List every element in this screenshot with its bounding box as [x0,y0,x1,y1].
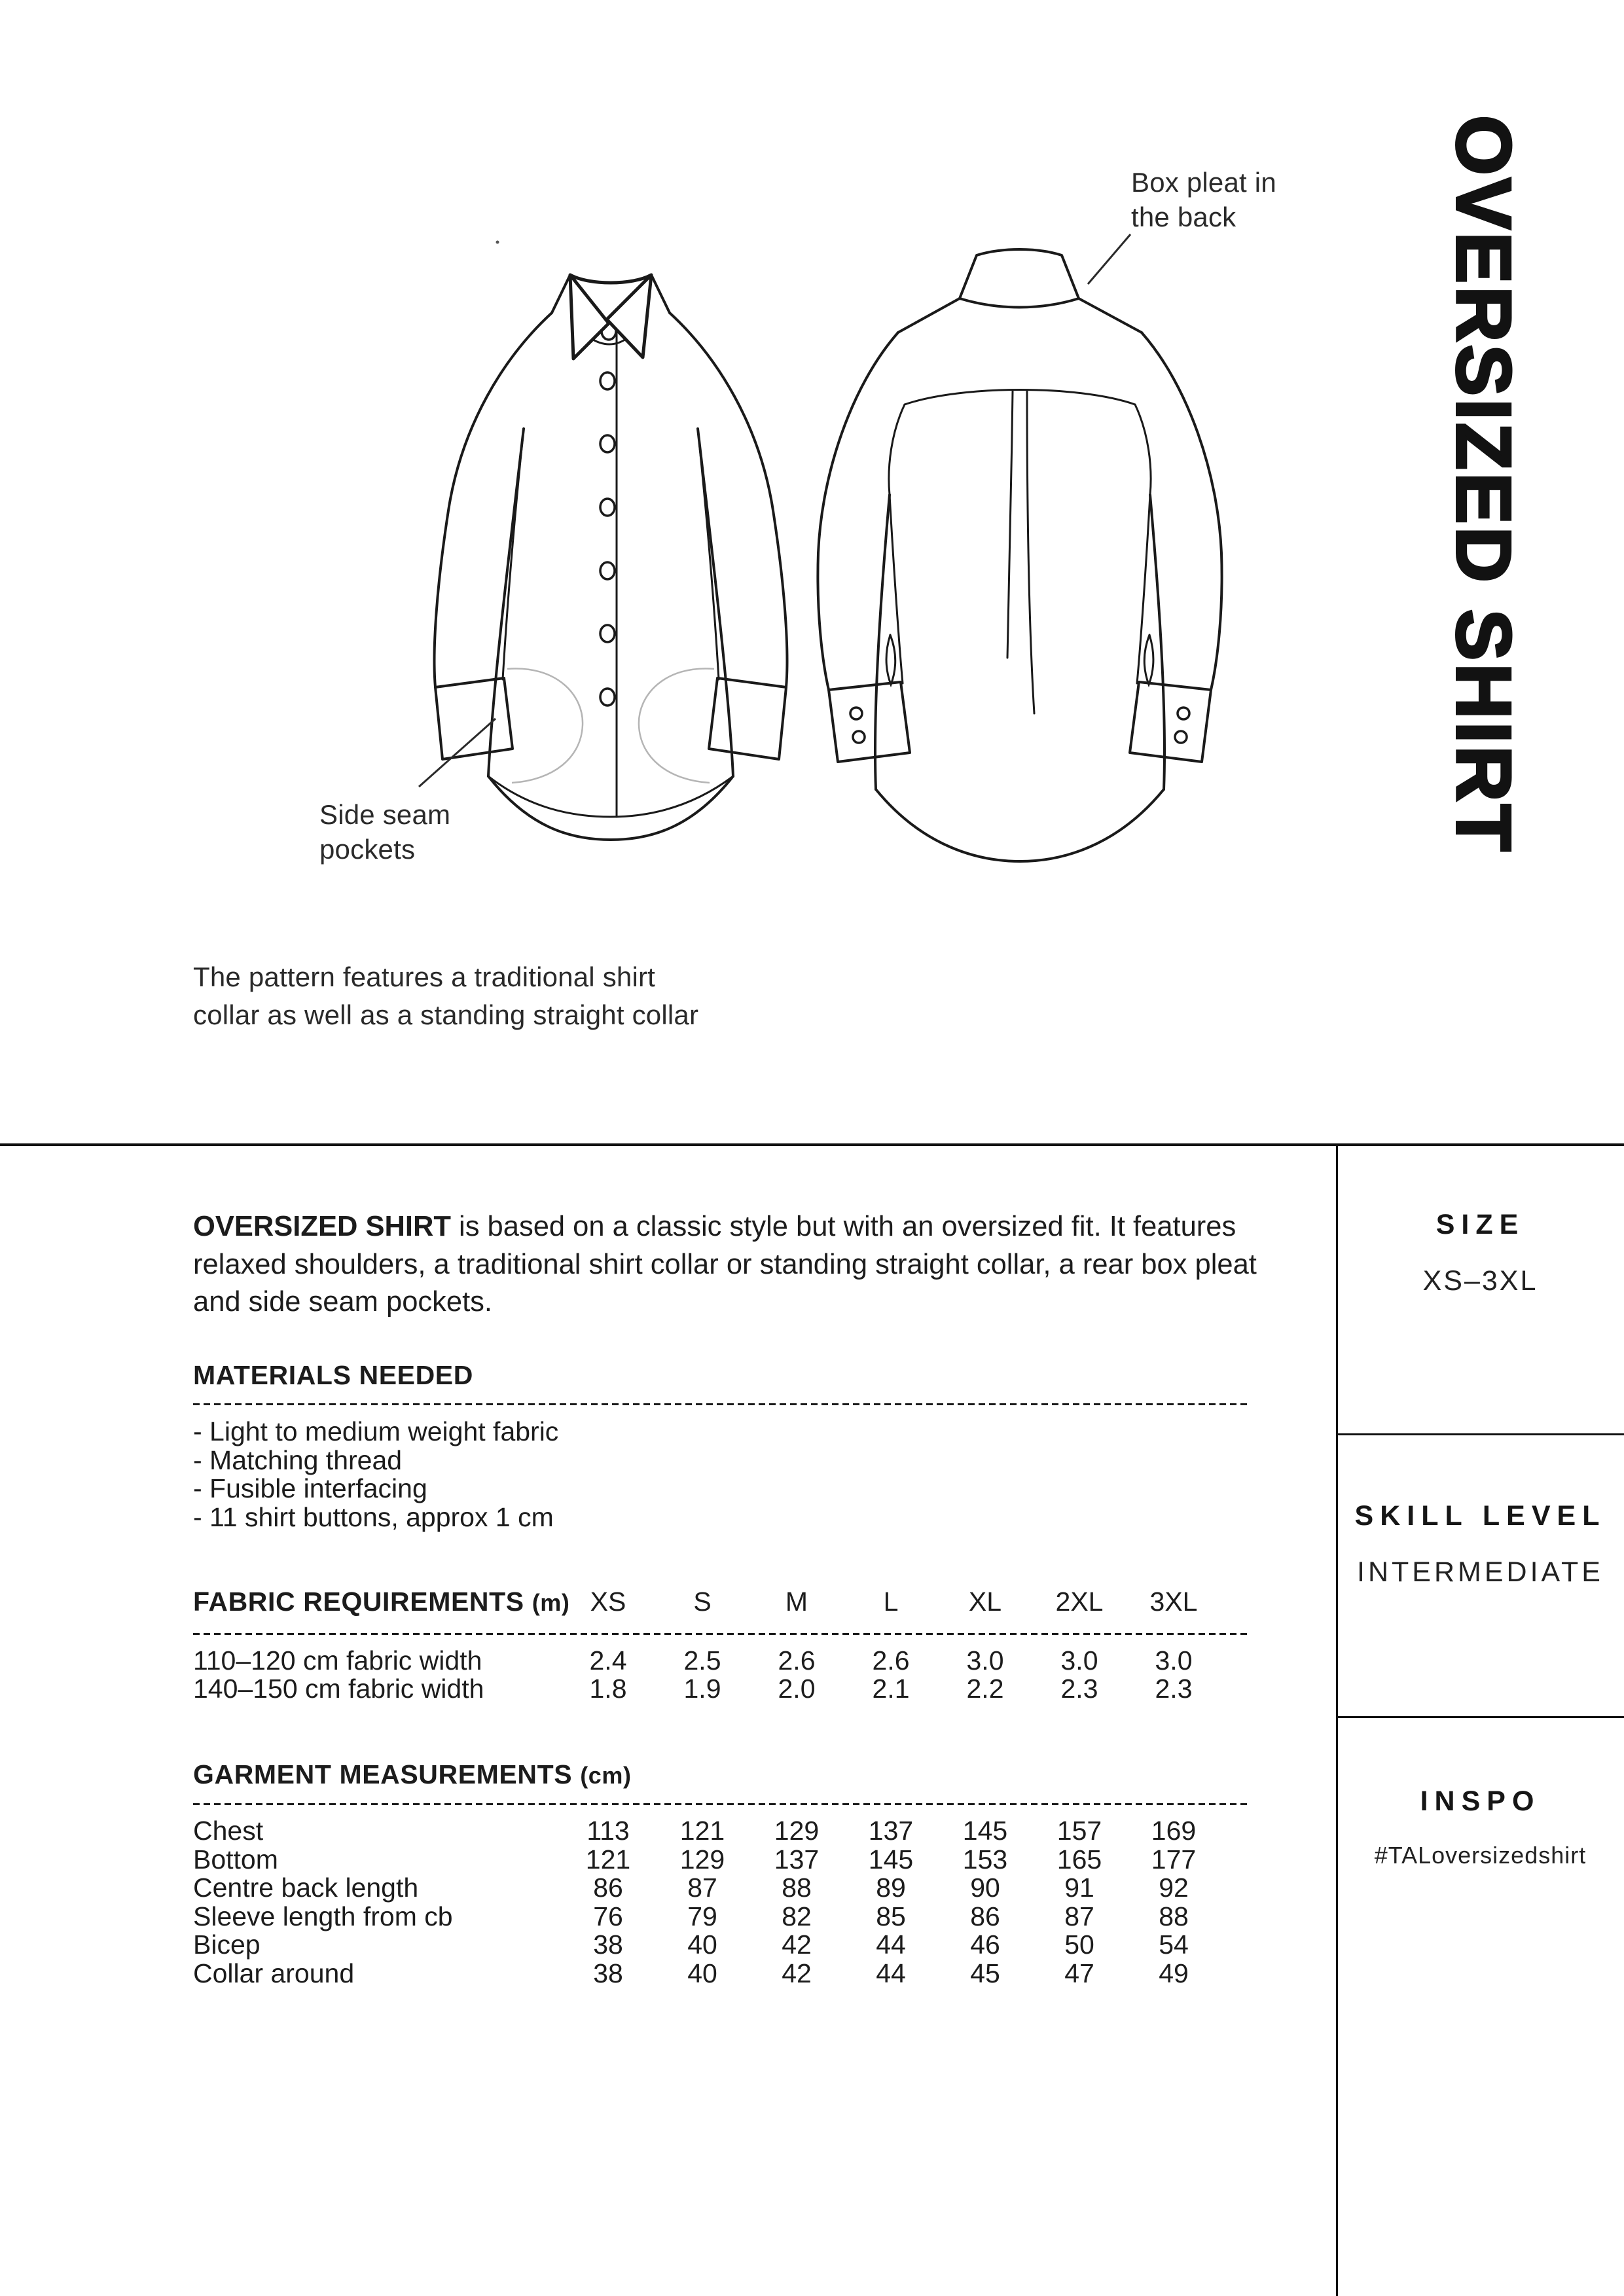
table-cell: 3.0 [966,1645,1004,1676]
table-cell: 86 [593,1873,623,1903]
note-line: The pattern features a traditional shirt [193,961,656,992]
table-cell: 76 [593,1901,623,1931]
row-label: Bicep [193,1929,261,1960]
main-horizontal-divider [0,1143,1624,1146]
table-cell: 45 [970,1958,1000,1988]
cuff-buttons [850,708,1189,743]
table-cell: 145 [868,1844,914,1874]
size-column-header: 2XL [1055,1587,1104,1617]
materials-list [193,1418,558,1532]
collar-left-leaf [570,275,609,359]
sidebar-section-divider [1338,1433,1624,1435]
size-column-header: XL [968,1587,1002,1617]
table-cell: 88 [782,1873,812,1903]
annotation-line: the back [1131,202,1236,232]
annotation-line: Side seam [319,799,451,830]
table-cell: 3.0 [1155,1645,1193,1676]
back-view-drawing [818,249,1221,861]
materials-item: - Matching thread [193,1444,403,1475]
sidebar-vertical-divider [1336,1143,1338,2296]
materials-item: - Light to medium weight fabric [193,1416,559,1446]
fabric-heading [193,1587,570,1617]
table-cell: 79 [687,1901,717,1931]
box-pleat-lines [1007,391,1034,713]
fabric-table-body [193,1647,1221,1702]
heading-unit: (cm) [580,1762,632,1789]
sidebar-skill-value: INTERMEDIATE [1357,1556,1604,1588]
page-title-vertical: OVERSIZED SHIRT [1440,115,1526,854]
table-cell: 86 [970,1901,1000,1931]
size-column-header: S [693,1587,712,1617]
collar-right-leaf [607,275,651,357]
side-pocket-left [507,668,583,783]
table-cell: 169 [1151,1816,1197,1846]
row-label: Bottom [193,1844,278,1874]
table-cell: 2.6 [872,1645,910,1676]
dashed-divider [193,1633,1247,1635]
front-buttons [600,372,615,706]
table-cell: 157 [1056,1816,1102,1846]
description-lead: OVERSIZED SHIRT [193,1211,451,1242]
table-cell: 92 [1159,1873,1189,1903]
side-seam-annotation [319,797,450,867]
table-cell: 87 [1064,1901,1094,1931]
table-cell: 2.4 [589,1645,627,1676]
table-cell: 49 [1159,1958,1189,1988]
heading-unit: (m) [532,1589,570,1616]
table-cell: 85 [876,1901,906,1931]
table-cell: 121 [679,1816,725,1846]
table-cell: 91 [1064,1873,1094,1903]
table-cell: 42 [782,1929,812,1960]
garment-heading [193,1759,632,1790]
table-cell: 1.8 [589,1673,627,1704]
table-cell: 137 [774,1844,820,1874]
box-pleat-leader-line [1088,234,1130,284]
table-cell: 44 [876,1929,906,1960]
materials-heading: MATERIALS NEEDED [193,1360,473,1390]
table-cell: 129 [679,1844,725,1874]
row-label: 110–120 cm fabric width [193,1645,482,1676]
garment-table-body [193,1817,1221,1988]
sidebar-inspo-hashtag: #TALoversizedshirt [1374,1842,1587,1869]
table-cell: 47 [1064,1958,1094,1988]
sidebar-skill-heading: SKILL LEVEL [1354,1500,1606,1532]
heading-text: GARMENT MEASUREMENTS [193,1759,573,1789]
sidebar-section-divider [1338,1716,1624,1718]
size-column-header: XS [590,1587,626,1617]
row-label: Sleeve length from cb [193,1901,453,1931]
table-cell: 2.0 [778,1673,816,1704]
table-cell: 2.3 [1155,1673,1193,1704]
table-cell: 90 [970,1873,1000,1903]
table-cell: 165 [1056,1844,1102,1874]
sidebar-size-heading: SIZE [1435,1209,1525,1240]
description-line: relaxed shoulders, a traditional shirt collar or standing straight collar, a rear box pleat [193,1248,1257,1280]
table-cell: 153 [962,1844,1008,1874]
size-column-header: M [785,1587,808,1617]
row-label: Collar around [193,1958,355,1988]
table-cell: 2.5 [683,1645,721,1676]
row-label: 140–150 cm fabric width [193,1673,484,1704]
fabric-table-header [193,1587,1221,1617]
table-cell: 2.6 [778,1645,816,1676]
table-cell: 3.0 [1060,1645,1098,1676]
front-view-drawing [435,275,787,840]
materials-item: - Fusible interfacing [193,1473,427,1503]
table-cell: 1.9 [683,1673,721,1704]
note-line: collar as well as a standing straight collar [193,999,699,1030]
annotation-line: pockets [319,834,416,865]
materials-item: - 11 shirt buttons, approx 1 cm [193,1501,554,1532]
description-line: and side seam pockets. [193,1286,493,1318]
table-cell: 2.3 [1060,1673,1098,1704]
table-cell: 89 [876,1873,906,1903]
table-cell: 129 [774,1816,820,1846]
table-cell: 2.1 [872,1673,910,1704]
description-paragraph [193,1208,1257,1321]
table-cell: 137 [868,1816,914,1846]
table-cell: 121 [585,1844,631,1874]
table-cell: 46 [970,1929,1000,1960]
table-cell: 40 [687,1929,717,1960]
description-text: is based on a classic style but with an oversized fit. It features [450,1211,1236,1242]
dashed-divider [193,1803,1247,1805]
annotation-line: Box pleat in [1131,167,1276,198]
table-cell: 38 [593,1929,623,1960]
description-line [193,1208,1257,1246]
table-cell: 113 [586,1816,630,1846]
table-cell: 42 [782,1958,812,1988]
collar-note [193,958,698,1034]
sidebar-size-value: XS–3XL [1422,1265,1538,1297]
table-cell: 145 [962,1816,1008,1846]
table-cell: 87 [687,1873,717,1903]
table-cell: 88 [1159,1901,1189,1931]
table-cell: 54 [1159,1929,1189,1960]
stray-dot [496,241,499,244]
table-cell: 44 [876,1958,906,1988]
heading-text: FABRIC REQUIREMENTS [193,1587,524,1617]
dashed-divider [193,1403,1247,1405]
table-cell: 177 [1151,1844,1197,1874]
size-column-header: 3XL [1149,1587,1198,1617]
table-cell: 50 [1064,1929,1094,1960]
table-cell: 82 [782,1901,812,1931]
size-column-header: L [883,1587,899,1617]
row-label: Centre back length [193,1873,419,1903]
row-label: Chest [193,1816,264,1846]
table-cell: 40 [687,1958,717,1988]
table-cell: 2.2 [966,1673,1004,1704]
box-pleat-annotation [1131,165,1276,234]
sidebar-inspo-heading: INSPO [1420,1785,1541,1817]
side-pocket-right [639,668,714,783]
table-cell: 38 [593,1958,623,1988]
